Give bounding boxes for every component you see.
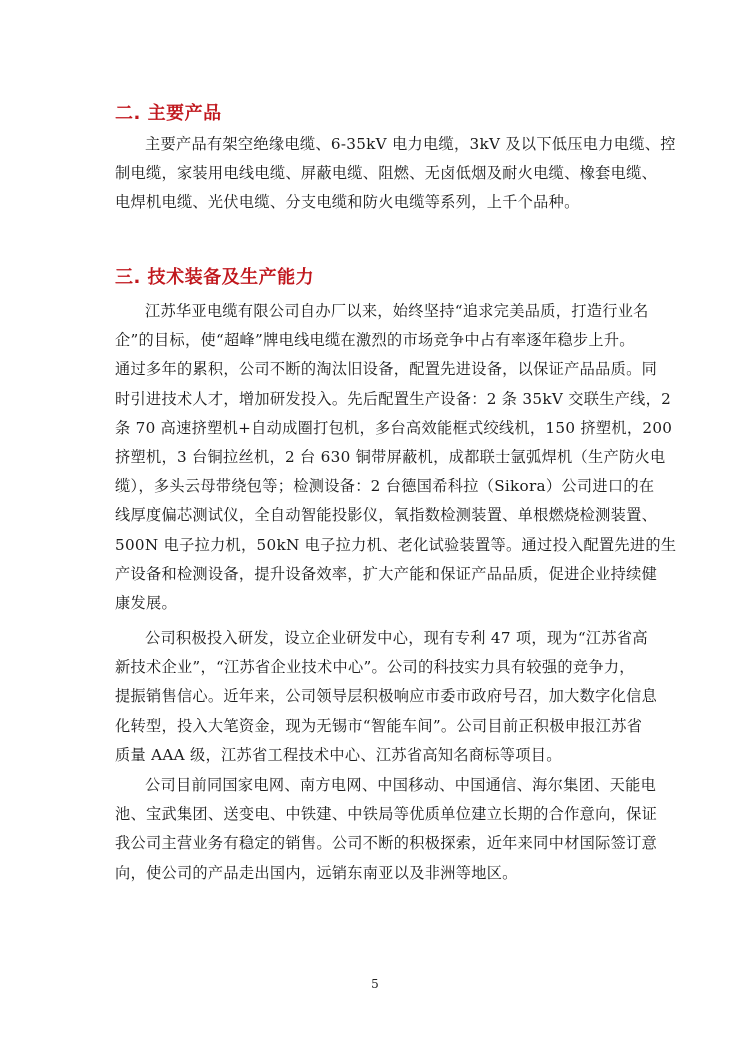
- paragraph-main-products: [115, 130, 676, 218]
- paragraph-line: 缆），多头云母带绕包等；检测设备：2 台德国希科拉（Sikora）公司进口的在: [115, 477, 655, 496]
- paragraph-line: 主要产品有架空绝缘电缆、6-35kV 电力电缆，3kV 及以下低压电力电缆、控: [145, 135, 676, 153]
- paragraph-line: 公司积极投入研发，设立企业研发中心，现有专利 47 项，现为“江苏省高: [145, 629, 648, 647]
- paragraph-line: 向，使公司的产品走出国内，远销东南亚以及非洲等地区。: [115, 863, 518, 882]
- paragraph-line: 通过多年的累积，公司不断的淘汰旧设备，配置先进设备，以保证产品品质。同: [115, 360, 658, 379]
- paragraph-line: 制电缆，家装用电线电缆、屏蔽电缆、阻燃、无卤低烟及耐火电缆、橡套电缆、: [115, 164, 658, 183]
- paragraph-line: 池、宝武集团、送变电、中铁建、中铁局等优质单位建立长期的合作意向，保证: [115, 805, 658, 824]
- paragraph-line: 公司目前同国家电网、南方电网、中国移动、中国通信、海尔集团、天能电: [145, 776, 657, 794]
- paragraph-line: 新技术企业”，“江苏省企业技术中心”。公司的科技实力具有较强的竞争力，: [115, 658, 635, 677]
- paragraph-line: 电焊机电缆、光伏电缆、分支电缆和防火电缆等系列，上千个品种。: [115, 193, 580, 212]
- paragraph-line: 挤塑机，3 台铜拉丝机，2 台 630 铜带屏蔽机，成都联士氩弧焊机（生产防火电: [115, 447, 666, 466]
- section-heading-tech-equipment: 三. 技术装备及生产能力: [115, 267, 315, 288]
- paragraph-line: 化转型，投入大笔资金，现为无锡市“智能车间”。公司目前正积极申报江苏省: [115, 716, 643, 735]
- paragraph-line: 500N 电子拉力机，50kN 电子拉力机、老化试验装置等。通过投入配置先进的生: [115, 535, 677, 554]
- paragraph-line: 康发展。: [115, 593, 177, 612]
- paragraph-line: 提振销售信心。近年来，公司领导层积极响应市委市政府号召，加大数字化信息: [115, 687, 658, 706]
- paragraph-line: 江苏华亚电缆有限公司自办厂以来，始终坚持“追求完美品质，打造行业名: [145, 302, 649, 320]
- paragraph-research: [115, 624, 658, 770]
- paragraph-line: 产设备和检测设备，提升设备效率，扩大产能和保证产品品质，促进企业持续健: [115, 564, 658, 583]
- paragraph-line: 条 70 高速挤塑机+自动成圈打包机，多台高效能框式绞线机，150 挤塑机，200: [115, 418, 673, 437]
- paragraph-line: 质量 AAA 级，江苏省工程技术中心、江苏省高知名商标等项目。: [115, 745, 562, 764]
- paragraph-line: 线厚度偏芯测试仪，全自动智能投影仪，氧指数检测装置、单根燃烧检测装置、: [115, 506, 658, 525]
- section-heading-main-products: 二. 主要产品: [115, 103, 222, 124]
- paragraph-equipment-history: [115, 297, 677, 618]
- paragraph-line: 企”的目标，使“超峰”牌电线电缆在激烈的市场竞争中占有率逐年稳步上升。: [115, 331, 635, 350]
- paragraph-line: 我公司主营业务有稳定的销售。公司不断的积极探索，近年来同中材国际签订意: [115, 834, 658, 853]
- paragraph-line: 时引进技术人才，增加研发投入。先后配置生产设备：2 条 35kV 交联生产线，2: [115, 389, 672, 408]
- paragraph-partners: [115, 771, 658, 888]
- page-number: 5: [371, 977, 379, 991]
